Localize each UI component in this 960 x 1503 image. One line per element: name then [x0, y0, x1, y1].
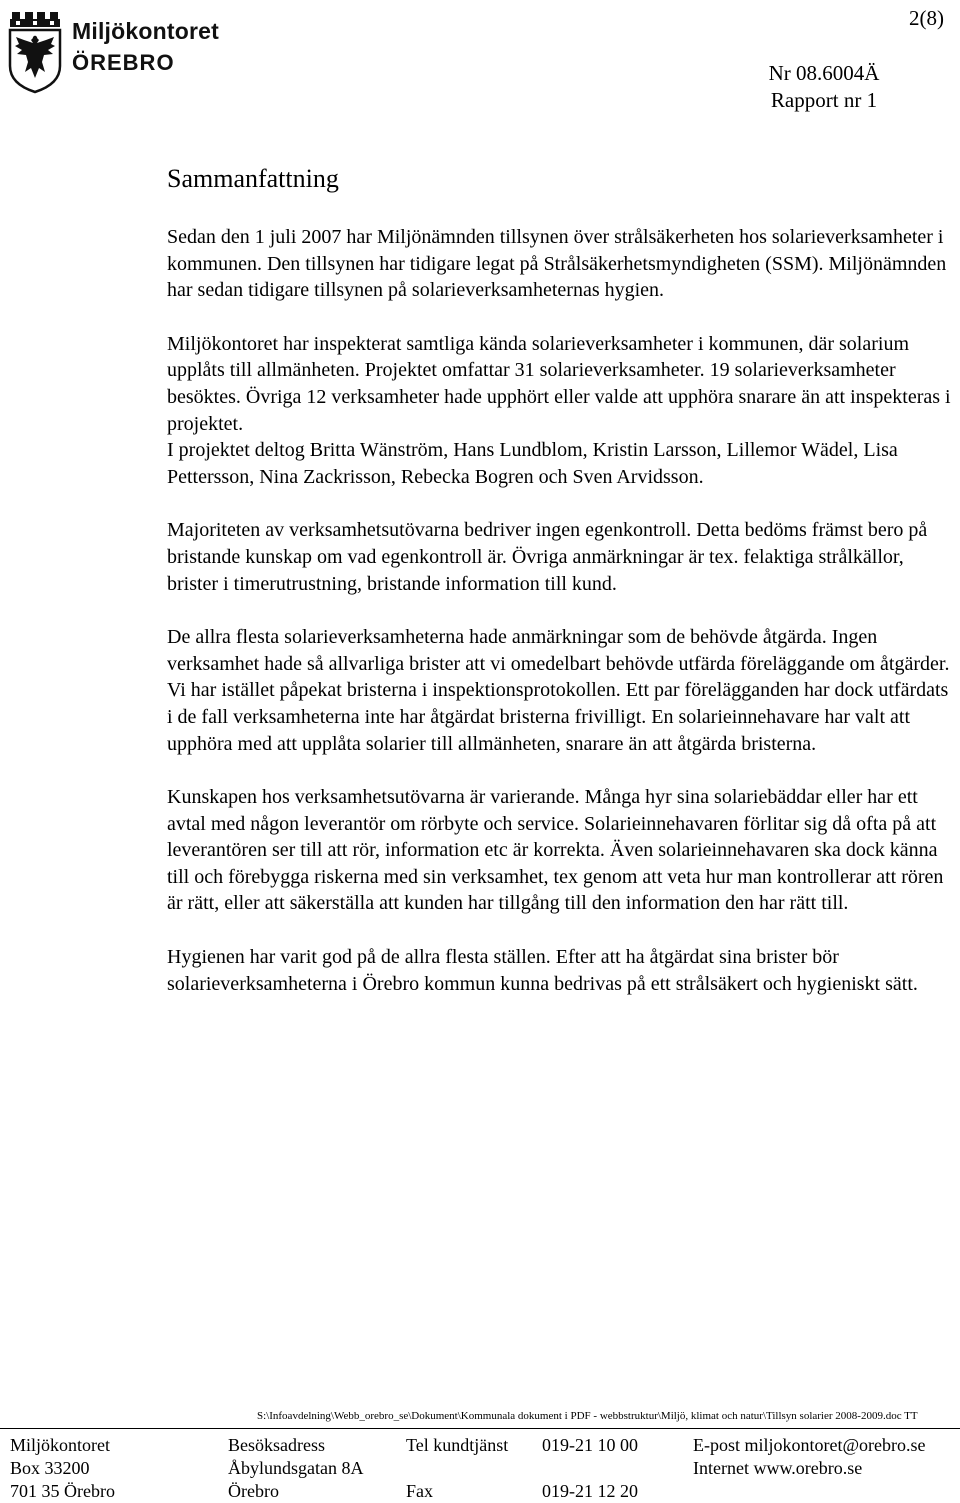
footer-postal: 701 35 Örebro: [10, 1481, 115, 1501]
footer-phone-number: 019-21 10 00: [542, 1435, 638, 1455]
footer-visit-label: Besöksadress: [228, 1435, 325, 1455]
footer-divider: [0, 1428, 960, 1429]
footer-box: Box 33200: [10, 1458, 90, 1478]
paragraph-participants: I projektet deltog Britta Wänström, Hans Lundblom, Kristin Larsson, Lillemor Wädel, Lisa Pettersson, Nina Zackrisson, Rebecka Bogren och Sven Arvidsson.: [167, 439, 898, 488]
logo-city: ÖREBRO: [72, 50, 175, 75]
document-meta: [760, 60, 888, 114]
page-number: 2(8): [909, 6, 944, 30]
footer-visit-city: Örebro: [228, 1481, 279, 1501]
file-path: S:\Infoavdelning\Webb_orebro_se\Dokument\Kommunala dokument i PDF - webbstruktur\Miljö, klimat och natur\Tillsyn solarier 2008-2009.doc TT: [257, 1410, 918, 1422]
footer-email[interactable]: E-post miljokontoret@orebro.se: [693, 1435, 926, 1455]
footer-visit-street: Åbylundsgatan 8A: [228, 1458, 364, 1478]
report-number: Rapport nr 1: [770, 88, 878, 112]
paragraph-intro: Sedan den 1 juli 2007 har Miljönämnden tillsynen över strålsäkerheten hos solarieverksamheter i kommunen. Den tillsynen har tidigare legat på Strålsäkerhetsmyndigheten (SSM). Miljönämnden har sedan tidigare tillsynen på solarieverksamheternas hygien.: [167, 226, 947, 302]
logo-title: Miljökontoret: [72, 18, 219, 44]
paragraph-self-control: Majoriteten av verksamhetsutövarna bedriver ingen egenkontroll. Detta bedöms främst bero på bristande kunskap om vad egenkontroll är. Övriga anmärkningar är tex. felaktiga strålkällor, brister i timerutrustning, bristande information till kund.: [167, 519, 928, 595]
paragraph-knowledge: Kunskapen hos verksamhetsutövarna är varierande. Många hyr sina solariebäddar eller har ett avtal med någon leverantör om rörbyte och service. Solarieinnehavaren förlitar sig då ofta på att leverantören ser till att rör, information etc är korrekta. Även solarieinnehavaren ska dock känna till och förebygga riskerna med sin verksamhet, tex genom att veta hur man kontrollerar att rören är rätt, eller att säkerställa att kunden har tillgång till den information den har rätt till.: [167, 786, 944, 915]
paragraph-inspection: Miljökontoret har inspekterat samtliga kända solarieverksamheter i kommunen, där solarium upplåts till allmänheten. Projektet omfattar 31 solarieverksamheter. 19 solarieverksamheter besöktes. Övriga 12 verksamheter hade upphört eller valde att upphöra snarare än att inspekteras i projektet.: [167, 332, 951, 435]
main-content: [167, 162, 952, 1024]
footer-org-name: Miljökontoret: [10, 1435, 110, 1455]
logo: [6, 10, 219, 96]
footer-website[interactable]: Internet www.orebro.se: [693, 1458, 863, 1478]
footer-fax-number: 019-21 12 20: [542, 1481, 638, 1501]
paragraph-remarks: De allra flesta solarieverksamheterna hade anmärkningar som de behövde åtgärda. Ingen verksamhet hade så allvarliga brister att vi omedelbart behövde utfärda föreläggande om åtgärder. Vi har istället påpekat bristerna i inspektionsprotokollen. Ett par förelägganden har dock utfärdats i de fall verksamheterna inte har åtgärdat bristerna frivilligt. En solarieinnehavare har valt att upphöra med att upplåta solarier till allmänheten, snarare än att åtgärda bristerna.: [167, 626, 950, 755]
footer: [0, 1434, 960, 1501]
footer-fax-label: Fax: [406, 1481, 433, 1501]
orebro-coat-of-arms-icon: [6, 10, 64, 94]
paragraph-hygiene: Hygienen har varit god på de allra flesta ställen. Efter att ha åtgärdat sina brister bör solarieverksamheterna i Örebro kommun kunna bedrivas på ett strålsäkert och hygieniskt sätt.: [167, 946, 918, 995]
document-number: Nr 08.6004Ä: [768, 61, 880, 85]
footer-phone-label: Tel kundtjänst: [406, 1435, 509, 1455]
section-heading: Sammanfattning: [167, 164, 339, 193]
